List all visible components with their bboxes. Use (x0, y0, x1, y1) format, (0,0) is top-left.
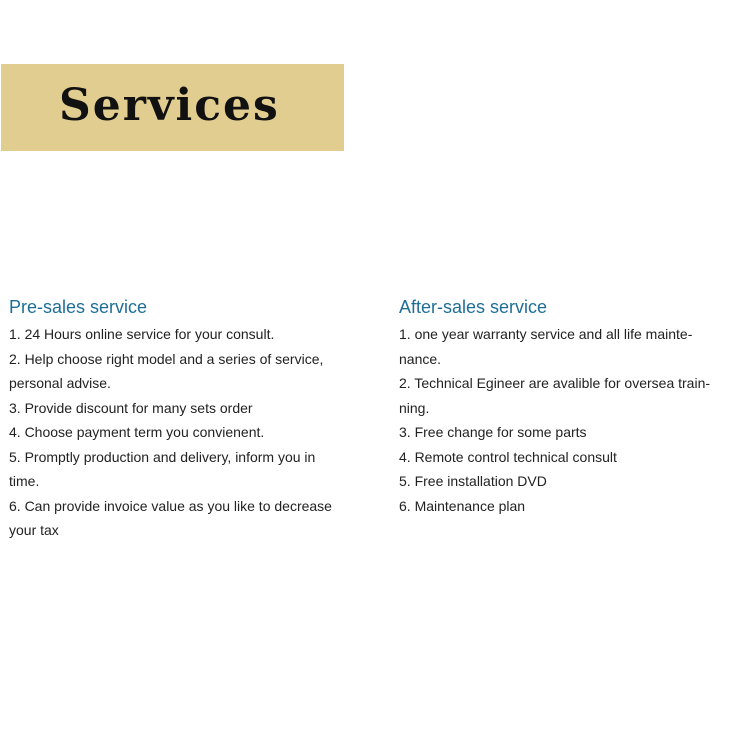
after-sales-line: 5. Free installation DVD (399, 473, 547, 489)
after-sales-line: 3. Free change for some parts (399, 424, 587, 440)
pre-sales-list (9, 322, 344, 543)
after-sales-line: nance. (399, 350, 442, 367)
pre-sales-line: 4. Choose payment term you convienent. (9, 424, 265, 440)
page-title: Services (59, 80, 280, 131)
after-sales-line: ning. (399, 399, 430, 416)
pre-sales-line: your tax (9, 522, 59, 538)
pre-sales-line: 3. Provide discount for many sets order (9, 399, 253, 416)
pre-sales-line: 2. Help choose right model and a series of service, (9, 350, 324, 367)
after-sales-line: 2. Technical Egineer are avalible for oversea train- (399, 375, 711, 391)
pre-sales-line: time. (9, 473, 40, 489)
pre-sales-heading: Pre-sales service (9, 297, 148, 317)
pre-sales-line: 5. Promptly production and delivery, inform you in (9, 448, 316, 465)
after-sales-heading: After-sales service (399, 297, 548, 317)
pre-sales-section (9, 295, 344, 543)
after-sales-list (399, 322, 729, 518)
after-sales-line: 4. Remote control technical consult (399, 448, 617, 465)
after-sales-section (399, 295, 729, 518)
pre-sales-line: 6. Can provide invoice value as you like to decrease (9, 497, 332, 514)
pre-sales-line: personal advise. (9, 375, 111, 391)
after-sales-line: 1. one year warranty service and all life mainte- (399, 326, 693, 342)
after-sales-line: 6. Maintenance plan (399, 497, 526, 514)
pre-sales-line: 1. 24 Hours online service for your consult. (9, 326, 275, 342)
